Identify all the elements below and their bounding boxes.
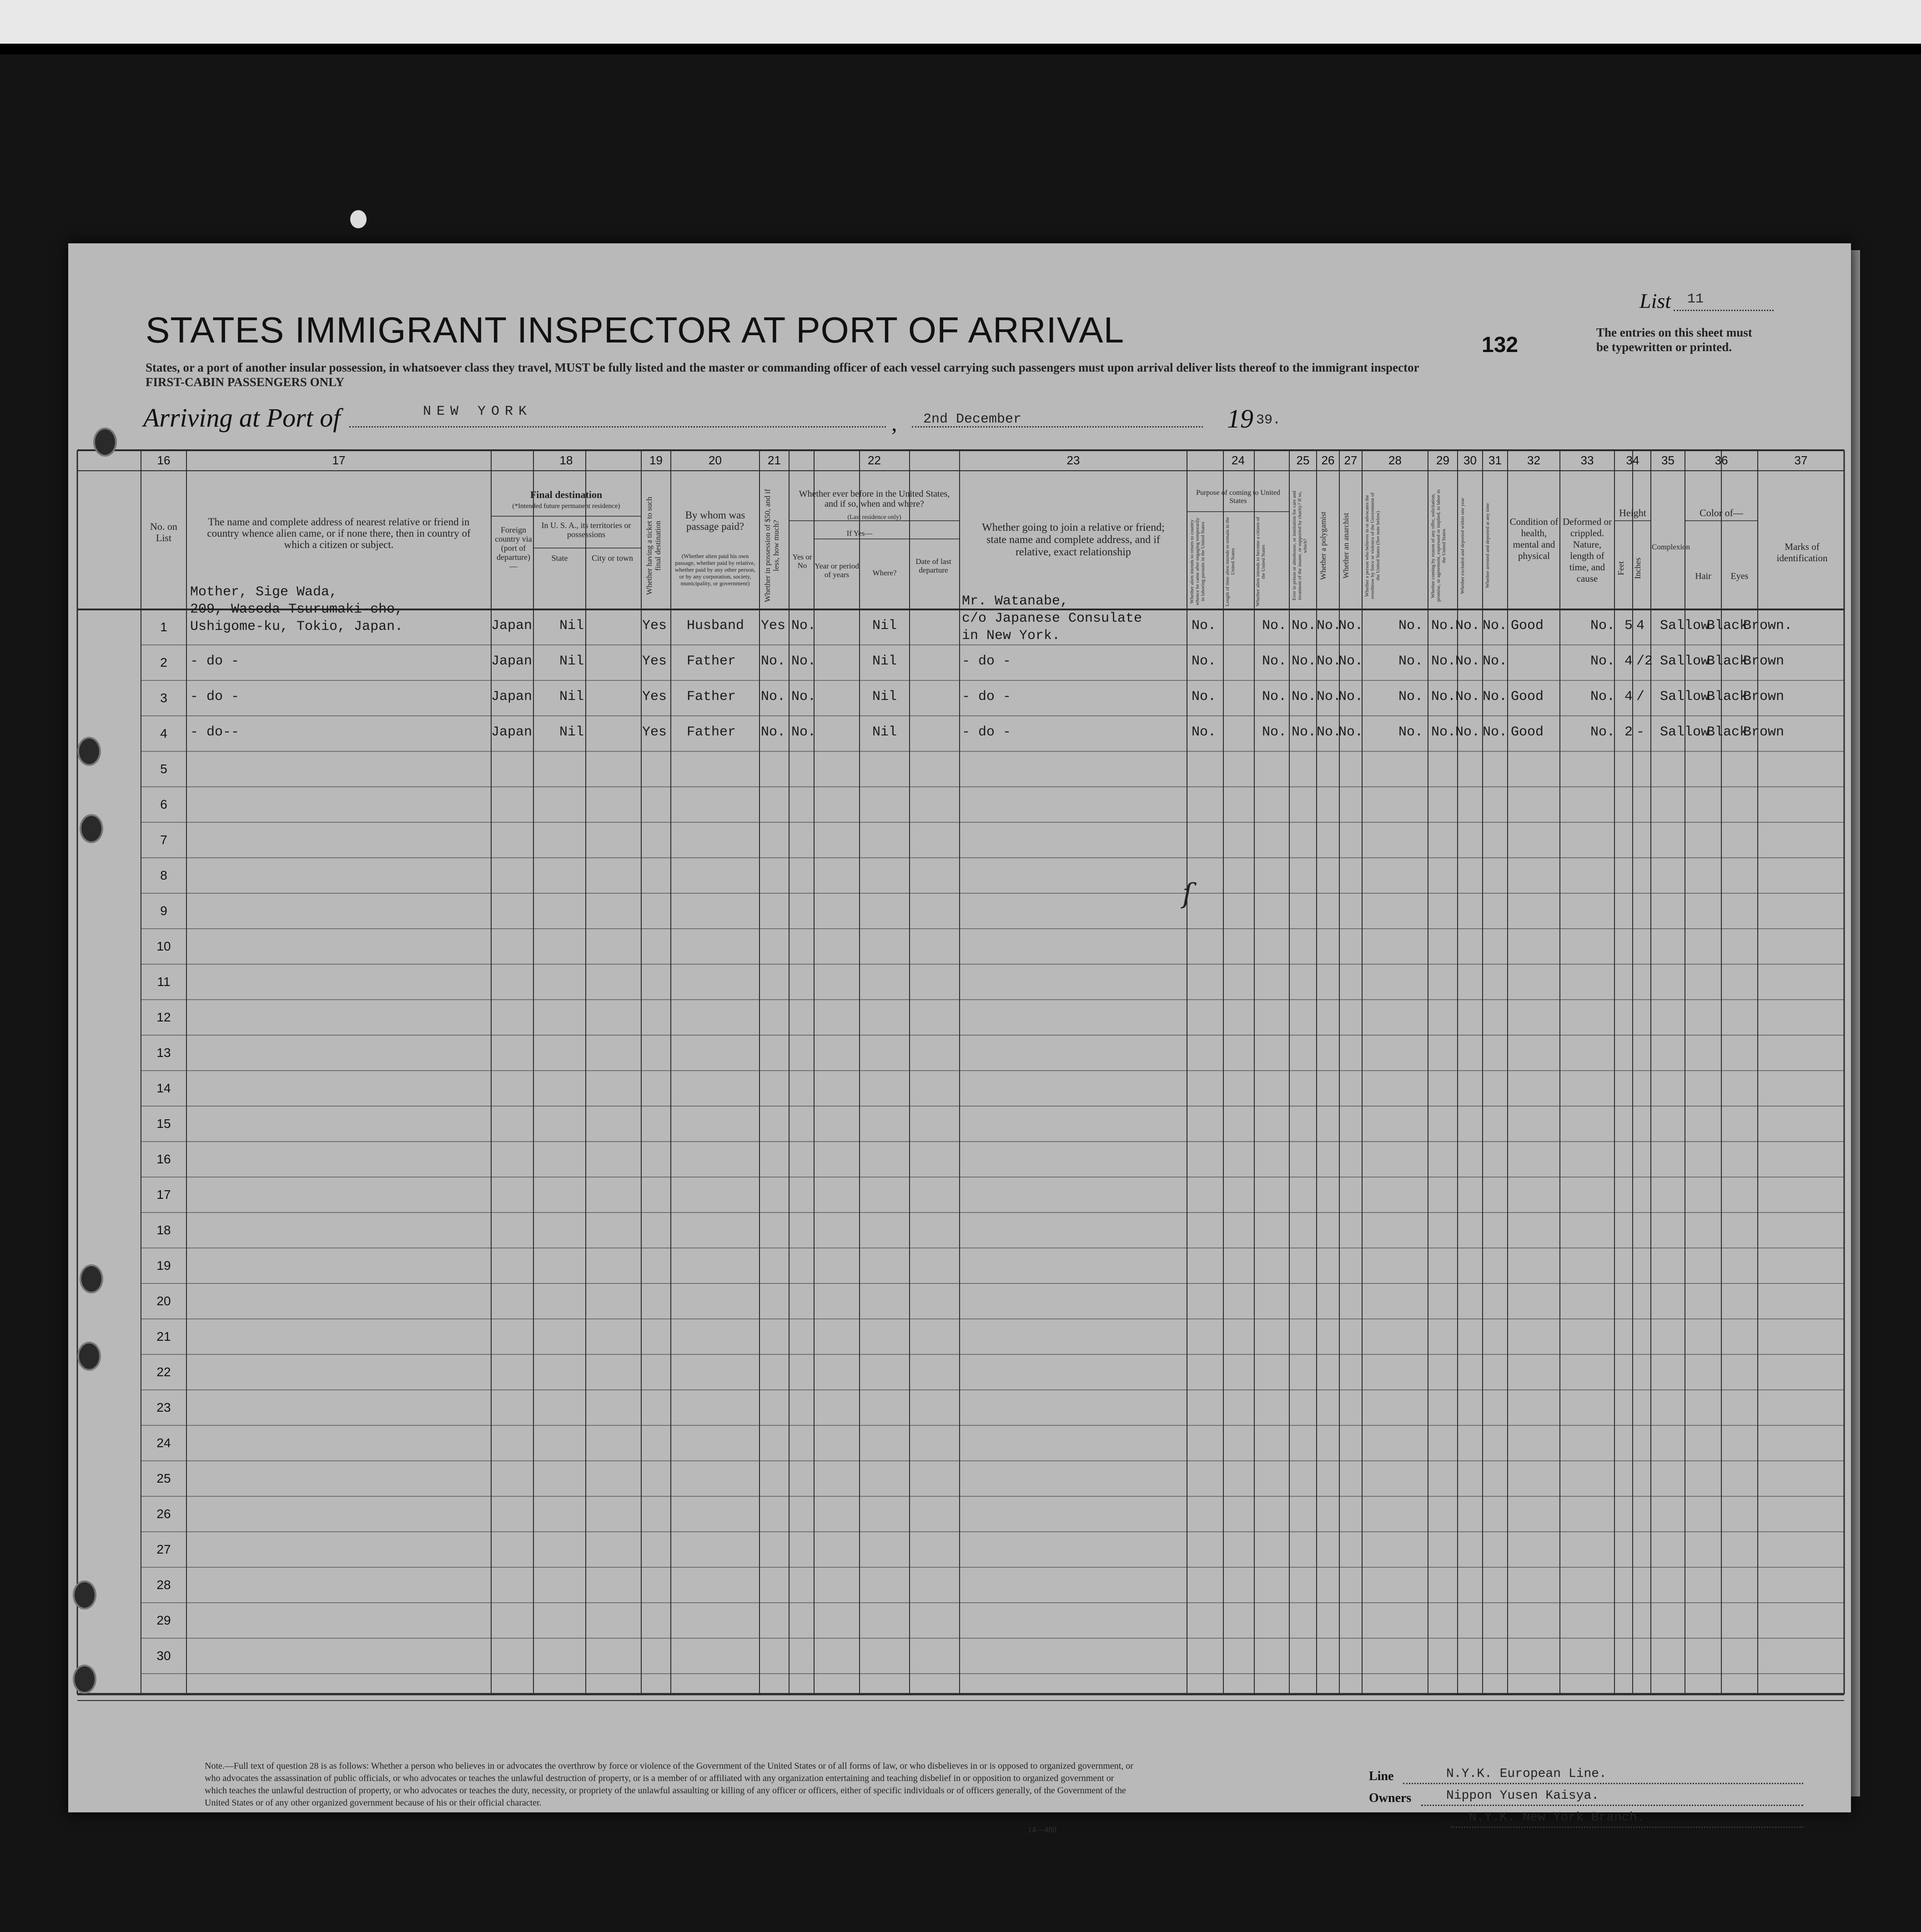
passage-paid-by-cell: Father — [687, 724, 736, 740]
row-number: 15 — [156, 1117, 171, 1131]
year-suffix: 39. — [1256, 413, 1281, 428]
col-num-20: 20 — [709, 453, 722, 467]
col-num-32: 32 — [1527, 453, 1540, 467]
ever-before-cell: No. — [791, 618, 816, 634]
row-number: 13 — [156, 1046, 171, 1060]
col-25-heading: Ever in prison or almshouse, or institution for care and treatment of the insane, or supported by charity? If so, which? — [1292, 491, 1308, 601]
col-22-date: Date of last departure — [915, 557, 951, 574]
row-number: 28 — [156, 1578, 171, 1592]
row-number: 7 — [160, 833, 167, 847]
col-num-33: 33 — [1580, 453, 1594, 467]
passage-paid-by-cell: Father — [687, 654, 736, 669]
col-29-heading: Whether coming by reason of any offer, solicitation, promise, or agreement, expressed or implied, to labor in the United States — [1430, 489, 1447, 602]
height-inches-cell: 4 — [1636, 618, 1645, 634]
entries-note-line1: The entries on this sheet must — [1596, 326, 1752, 339]
entries-note-line2: be typewritten or printed. — [1596, 340, 1732, 354]
complexion-cell: Sallow — [1660, 654, 1710, 669]
overthrow-cell: No. — [1398, 618, 1423, 634]
state-cell: Nil — [559, 724, 584, 740]
row-number: 14 — [156, 1081, 171, 1095]
row-number: 16 — [156, 1152, 171, 1166]
anarchist-cell: No. — [1338, 724, 1363, 740]
col-36-heading: Color of— — [1700, 507, 1743, 518]
join-relative-cell: Mr. Watanabe, — [962, 594, 1069, 609]
relative-address-cell: 209, Waseda Tsurumaki-cho, — [190, 602, 403, 617]
col-22-year: Year or period of years — [815, 562, 859, 579]
col-22-heading: Whether ever before in the United States, and if so, when and where? — [799, 489, 950, 509]
foreign-country-cell: Japan — [491, 654, 533, 669]
row-number: 23 — [156, 1400, 171, 1414]
col-24-length: Length of time alien intends to remain in the United States — [1225, 517, 1236, 607]
col-18-foreign: Foreign country via (port of departure)— — [495, 525, 532, 571]
col-num-23: 23 — [1066, 453, 1080, 467]
ever-before-cell: No. — [791, 654, 816, 669]
prison-cell: No. — [1292, 724, 1317, 740]
arrested-cell: No. — [1483, 654, 1508, 669]
col-num-37: 37 — [1794, 453, 1808, 467]
film-border-dark — [0, 44, 1921, 55]
row-number: 17 — [156, 1187, 171, 1202]
row-number: 9 — [160, 904, 167, 918]
offer-labor-cell: No. — [1431, 689, 1456, 704]
comma: , — [891, 410, 897, 436]
col-37-heading: Marks of identification — [1776, 541, 1828, 564]
where-before-cell: Nil — [872, 689, 897, 704]
purpose-return-cell: No. — [1192, 689, 1217, 704]
purpose-return-cell: No. — [1192, 724, 1217, 740]
line-value: N.Y.K. European Line. — [1446, 1767, 1607, 1781]
excluded-cell: No. — [1455, 654, 1480, 669]
film-speck — [350, 210, 367, 228]
arrested-cell: No. — [1483, 724, 1508, 740]
state-cell: Nil — [559, 618, 584, 634]
hair-color-cell: Black — [1707, 618, 1748, 634]
list-number: 11 — [1687, 292, 1704, 307]
agents-underline — [1451, 1826, 1803, 1828]
row-number: 1 — [160, 620, 167, 634]
row-number: 24 — [156, 1436, 171, 1450]
agents-label: Local Agents — [1369, 1813, 1439, 1827]
col-num-29: 29 — [1436, 453, 1449, 467]
row-number: 20 — [156, 1294, 171, 1308]
owners-label: Owners — [1369, 1791, 1412, 1805]
anarchist-cell: No. — [1338, 618, 1363, 634]
intend-citizen-cell: No. — [1262, 689, 1287, 704]
hair-color-cell: Black — [1707, 689, 1748, 704]
col-21-heading: Whether in possession of $50, and if less, how much? — [763, 489, 780, 603]
prison-cell: No. — [1292, 618, 1317, 634]
list-label: List — [1639, 289, 1671, 312]
col-num-22: 22 — [868, 453, 881, 467]
col-18-heading: Final destination — [530, 489, 603, 500]
purpose-return-cell: No. — [1192, 654, 1217, 669]
deformed-cell: No. — [1590, 654, 1615, 669]
col-34-feet: Feet — [1616, 561, 1625, 576]
col-23-heading: Whether going to join a relative or friend; state name and complete address, and if relative, exact relationship — [982, 522, 1165, 558]
row-number: 10 — [156, 939, 171, 953]
polygamist-cell: No. — [1317, 618, 1342, 634]
row-number: 6 — [160, 797, 167, 811]
health-cell: Good — [1511, 689, 1544, 704]
col-36-hair: Hair — [1695, 571, 1711, 581]
col-num-21: 21 — [768, 453, 781, 467]
hair-color-cell: Black — [1707, 724, 1748, 740]
complexion-cell: Sallow — [1660, 689, 1710, 704]
col-num-31: 31 — [1489, 453, 1502, 467]
col-36-eyes: Eyes — [1730, 571, 1749, 581]
col-20-sub: (Whether alien paid his own passage, whether paid by relative, whether paid by any other person, or by any corporation, society, municipality, or government) — [675, 553, 755, 587]
col-18-city: City or town — [591, 553, 633, 563]
col-28-heading: Whether a person who believes in or advocates the overthrow by force or violence of the Government of the United States (See note below) — [1364, 493, 1381, 599]
col-26-heading: Whether a polygamist — [1319, 511, 1328, 580]
row-number: 18 — [156, 1223, 171, 1237]
relative-name-cell: - do-- — [190, 724, 240, 740]
polygamist-cell: No. — [1317, 689, 1342, 704]
height-inches-cell: /2 — [1636, 654, 1653, 669]
col-num-18: 18 — [559, 453, 573, 467]
height-feet-cell: 2 — [1624, 724, 1633, 740]
row-number: 4 — [160, 726, 167, 740]
excluded-cell: No. — [1455, 618, 1480, 634]
state-cell: Nil — [559, 654, 584, 669]
col-num-17: 17 — [332, 453, 346, 467]
instruction-line: States, or a port of another insular possession, in whatsoever class they travel, MUST be fully listed and the master or commanding officer of each vessel carrying such passengers must upon arrival deliver lists thereof to the immigrant inspector — [146, 361, 1419, 374]
eye-color-cell: Brown — [1743, 654, 1785, 669]
where-before-cell: Nil — [872, 654, 897, 669]
join-relative-cell: - do - — [962, 689, 1011, 704]
row-number: 8 — [160, 868, 167, 882]
year-prefix: 19 — [1227, 404, 1253, 433]
col-num-27: 27 — [1344, 453, 1358, 467]
col-34-inches: Inches — [1633, 558, 1642, 579]
relative-name-cell: - do - — [190, 689, 240, 704]
col-22-ifyes: If Yes— — [846, 529, 873, 538]
form-code: 14—480 — [1028, 1825, 1056, 1834]
row-number: 12 — [156, 1010, 171, 1024]
prison-cell: No. — [1292, 689, 1317, 704]
port-value: NEW YORK — [423, 404, 533, 419]
col-num-36: 36 — [1715, 453, 1728, 467]
money-cell: No. — [761, 654, 786, 669]
col-num-30: 30 — [1463, 453, 1477, 467]
relative-name-cell: Mother, Sige Wada, — [190, 584, 338, 600]
row-number: 25 — [156, 1471, 171, 1485]
join-relative-cell: - do - — [962, 724, 1011, 740]
eye-color-cell: Brown — [1743, 689, 1785, 704]
intend-citizen-cell: No. — [1262, 618, 1287, 634]
arrested-cell: No. — [1483, 689, 1508, 704]
col-22-yesno: Yes or No — [792, 553, 812, 570]
ticket-cell: Yes — [642, 724, 667, 740]
complexion-cell: Sallow — [1660, 618, 1710, 634]
where-before-cell: Nil — [872, 724, 897, 740]
col-num-16: 16 — [157, 453, 171, 467]
row-number: 2 — [160, 655, 167, 669]
col-num-25: 25 — [1296, 453, 1310, 467]
col-num-34: 34 — [1626, 453, 1639, 467]
anarchist-cell: No. — [1338, 689, 1363, 704]
col-33-heading: Deformed or crippled. Nature, length of time, and cause — [1563, 516, 1612, 584]
arriving-label: Arriving at Port of — [143, 403, 341, 433]
col-num-35: 35 — [1661, 453, 1675, 467]
col-num-24: 24 — [1232, 453, 1245, 467]
owners-underline — [1421, 1805, 1803, 1806]
question-28-note: Note.—Full text of question 28 is as follows: Whether a person who believes in or advocates the overthrow by force or violence of the Government of the United States or of all forms of law, or who disbelieves in or is opposed to organized government, or who advocates the assassination of public officials, or who advocates or teaches the unlawful destruction of property, or is a member of or affiliated with any organization entertaining and teaching disbelief in or opposition to organized government or which teaches the unlawful destruction of property, or who advocates or teaches the duty, necessity, or propriety of the unlawful assaulting or killing of any officer or officers, either of specific individuals or of officers generally, of the Government of the United States or of any other organized government because of his or their official character. — [205, 1761, 1133, 1808]
col-24-heading: Purpose of coming to United States — [1196, 489, 1280, 505]
where-before-cell: Nil — [872, 618, 897, 634]
ticket-cell: Yes — [642, 689, 667, 704]
punch-hole — [73, 1580, 96, 1610]
punch-hole — [73, 1665, 96, 1694]
health-cell: Good — [1511, 724, 1544, 740]
intend-citizen-cell: No. — [1262, 654, 1287, 669]
complexion-cell: Sallow — [1660, 724, 1710, 740]
passage-paid-by-cell: Husband — [687, 618, 744, 634]
col-34-heading: Height — [1619, 507, 1646, 518]
col-27-heading: Whether an anarchist — [1342, 513, 1350, 579]
polygamist-cell: No. — [1317, 724, 1342, 740]
row-number: 30 — [156, 1649, 171, 1663]
hair-color-cell: Black — [1707, 654, 1748, 669]
film-border-top — [0, 0, 1921, 44]
row-number: 5 — [160, 762, 167, 776]
punch-hole — [93, 428, 117, 457]
col-20-heading: By whom was passage paid? — [685, 509, 745, 532]
eye-color-cell: Brown — [1743, 724, 1785, 740]
ever-before-cell: No. — [791, 689, 816, 704]
col-18-state: State — [551, 553, 568, 563]
row-number: 27 — [156, 1542, 171, 1556]
passage-paid-by-cell: Father — [687, 689, 736, 704]
state-cell: Nil — [559, 689, 584, 704]
owners-value: Nippon Yusen Kaisya. — [1446, 1789, 1599, 1803]
overthrow-cell: No. — [1398, 654, 1423, 669]
money-cell: Yes — [761, 618, 786, 634]
line-underline — [1403, 1783, 1803, 1784]
foreign-country-cell: Japan — [491, 618, 533, 634]
col-16-heading: No. on List — [150, 521, 177, 543]
col-35-heading: Complexion — [1652, 543, 1690, 551]
line-label: Line — [1369, 1769, 1394, 1783]
class-line: FIRST-CABIN PASSENGERS ONLY — [146, 375, 345, 389]
health-cell: Good — [1511, 618, 1544, 634]
punch-hole — [77, 1342, 101, 1371]
relative-address-cell: Ushigome-ku, Tokio, Japan. — [190, 619, 403, 634]
manifest-page — [68, 243, 1851, 1834]
punch-hole — [80, 1264, 103, 1293]
arrival-date: 2nd December — [923, 412, 1022, 427]
col-22-sub: (Last residence only) — [847, 514, 901, 521]
punch-hole — [80, 814, 103, 843]
col-32-heading: Condition of health, mental and physical — [1509, 516, 1559, 561]
money-cell: No. — [761, 724, 786, 740]
overthrow-cell: No. — [1398, 724, 1423, 740]
overthrow-cell: No. — [1398, 689, 1423, 704]
row-number: 21 — [156, 1329, 171, 1343]
punch-hole — [77, 737, 101, 766]
height-inches-cell: / — [1636, 689, 1645, 704]
join-relative-address-cell: in New York. — [962, 628, 1061, 644]
join-relative-cell: - do - — [962, 654, 1011, 669]
col-24-return: Whether alien intends to return to country whence he came after engaging temporarily in laboring pursuits in the United States — [1189, 518, 1206, 606]
col-18-usa: In U. S. A., its territories or possessions — [541, 521, 631, 539]
agents-value: N.Y.K. New York Branch. — [1469, 1811, 1645, 1825]
manifest-grid — [68, 243, 1851, 1812]
handwritten-annotation: ſ — [1182, 878, 1193, 910]
ticket-cell: Yes — [642, 618, 667, 634]
row-number: 22 — [156, 1365, 171, 1379]
col-31-heading: Whether arrested and deported at any time — [1485, 503, 1490, 589]
deformed-cell: No. — [1590, 689, 1615, 704]
foreign-country-cell: Japan — [491, 689, 533, 704]
purpose-return-cell: No. — [1192, 618, 1217, 634]
height-feet-cell: 4 — [1624, 654, 1633, 669]
row-number: 3 — [160, 691, 167, 705]
height-feet-cell: 5 — [1624, 618, 1633, 634]
join-relative-address-cell: c/o Japanese Consulate — [962, 611, 1142, 626]
col-17-heading: The name and complete address of nearest relative or friend in country whence alien came, or if none there, then in country of which a citizen or subject. — [207, 516, 471, 550]
deformed-cell: No. — [1590, 618, 1615, 634]
offer-labor-cell: No. — [1431, 654, 1456, 669]
money-cell: No. — [761, 689, 786, 704]
row-number: 11 — [157, 975, 171, 989]
col-30-heading: Whether excluded and deported within one year — [1460, 498, 1465, 594]
ever-before-cell: No. — [791, 724, 816, 740]
col-24-citizen: Whether alien intends to become a citizen of the United States — [1255, 517, 1266, 607]
eye-color-cell: Brown. — [1743, 618, 1793, 634]
col-22-where: Where? — [872, 569, 897, 577]
page-title: STATES IMMIGRANT INSPECTOR AT PORT OF ARRIVAL — [146, 310, 1125, 350]
row-number: 29 — [156, 1613, 171, 1627]
row-number: 26 — [156, 1507, 171, 1521]
polygamist-cell: No. — [1317, 654, 1342, 669]
offer-labor-cell: No. — [1431, 724, 1456, 740]
col-num-19: 19 — [649, 453, 663, 467]
col-19-heading: Whether having a ticket to such final destination — [645, 497, 662, 595]
sheet-number: 132 — [1482, 333, 1519, 357]
prison-cell: No. — [1292, 654, 1317, 669]
col-num-28: 28 — [1388, 453, 1402, 467]
excluded-cell: No. — [1455, 724, 1480, 740]
excluded-cell: No. — [1455, 689, 1480, 704]
ticket-cell: Yes — [642, 654, 667, 669]
offer-labor-cell: No. — [1431, 618, 1456, 634]
col-num-26: 26 — [1321, 453, 1335, 467]
height-feet-cell: 4 — [1624, 689, 1633, 704]
arrested-cell: No. — [1483, 618, 1508, 634]
deformed-cell: No. — [1590, 724, 1615, 740]
col-18-sub: (*Intended future permanent residence) — [512, 503, 620, 510]
relative-name-cell: - do - — [190, 654, 240, 669]
intend-citizen-cell: No. — [1262, 724, 1287, 740]
row-number: 19 — [156, 1258, 171, 1273]
foreign-country-cell: Japan — [491, 724, 533, 740]
height-inches-cell: - — [1636, 724, 1645, 740]
anarchist-cell: No. — [1338, 654, 1363, 669]
